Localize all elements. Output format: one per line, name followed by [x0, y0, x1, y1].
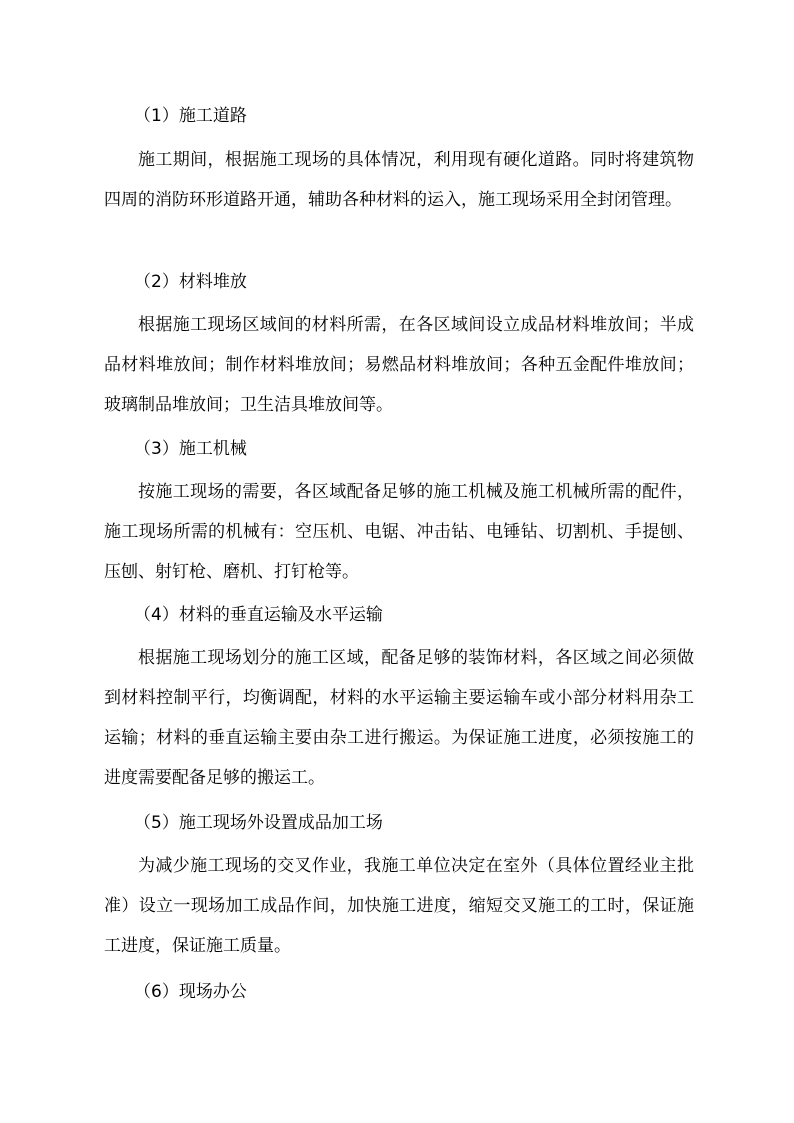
section-1-paragraph: 施工期间，根据施工现场的具体情况，利用现有硬化道路。同时将建筑物四周的消防环形道路开通，辅助各种材料的运入，施工现场采用全封闭管理。	[104, 150, 694, 210]
section-5-paragraph: 为减少施工现场的交叉作业，我施工单位决定在室外（具体位置经业主批准）设立一现场加工成品作间，加快施工进度，缩短交叉施工的工时，保证施工进度，保证施工质量。	[104, 856, 694, 956]
section-6-heading: （6）现场办公	[134, 982, 247, 1002]
section-1-heading: （1）施工道路	[134, 106, 247, 126]
section-4-heading: （4）材料的垂直运输及水平运输	[134, 605, 383, 625]
section-2-heading: （2）材料堆放	[134, 272, 247, 292]
section-5-heading: （5）施工现场外设置成品加工场	[134, 813, 383, 833]
section-3-paragraph: 按施工现场的需要，各区域配备足够的施工机械及施工机械所需的配件，施工现场所需的机械有：空压机、电锯、冲击钻、电锤钻、切割机、手提刨、压刨、射钉枪、磨机、打钉枪等。	[104, 482, 694, 582]
section-2-paragraph: 根据施工现场区域间的材料所需，在各区域间设立成品材料堆放间；半成品材料堆放间；制作材料堆放间；易燃品材料堆放间；各种五金配件堆放间；玻璃制品堆放间；卫生洁具堆放间等。	[104, 315, 694, 415]
section-4-paragraph: 根据施工现场划分的施工区域，配备足够的装饰材料，各区域之间必须做到材料控制平行，均衡调配，材料的水平运输主要运输车或小部分材料用杂工运输；材料的垂直运输主要由杂工进行搬运。为保证施工进度，必须按施工的进度需要配备足够的搬运工。	[104, 648, 694, 788]
section-3-heading: （3）施工机械	[134, 439, 247, 459]
